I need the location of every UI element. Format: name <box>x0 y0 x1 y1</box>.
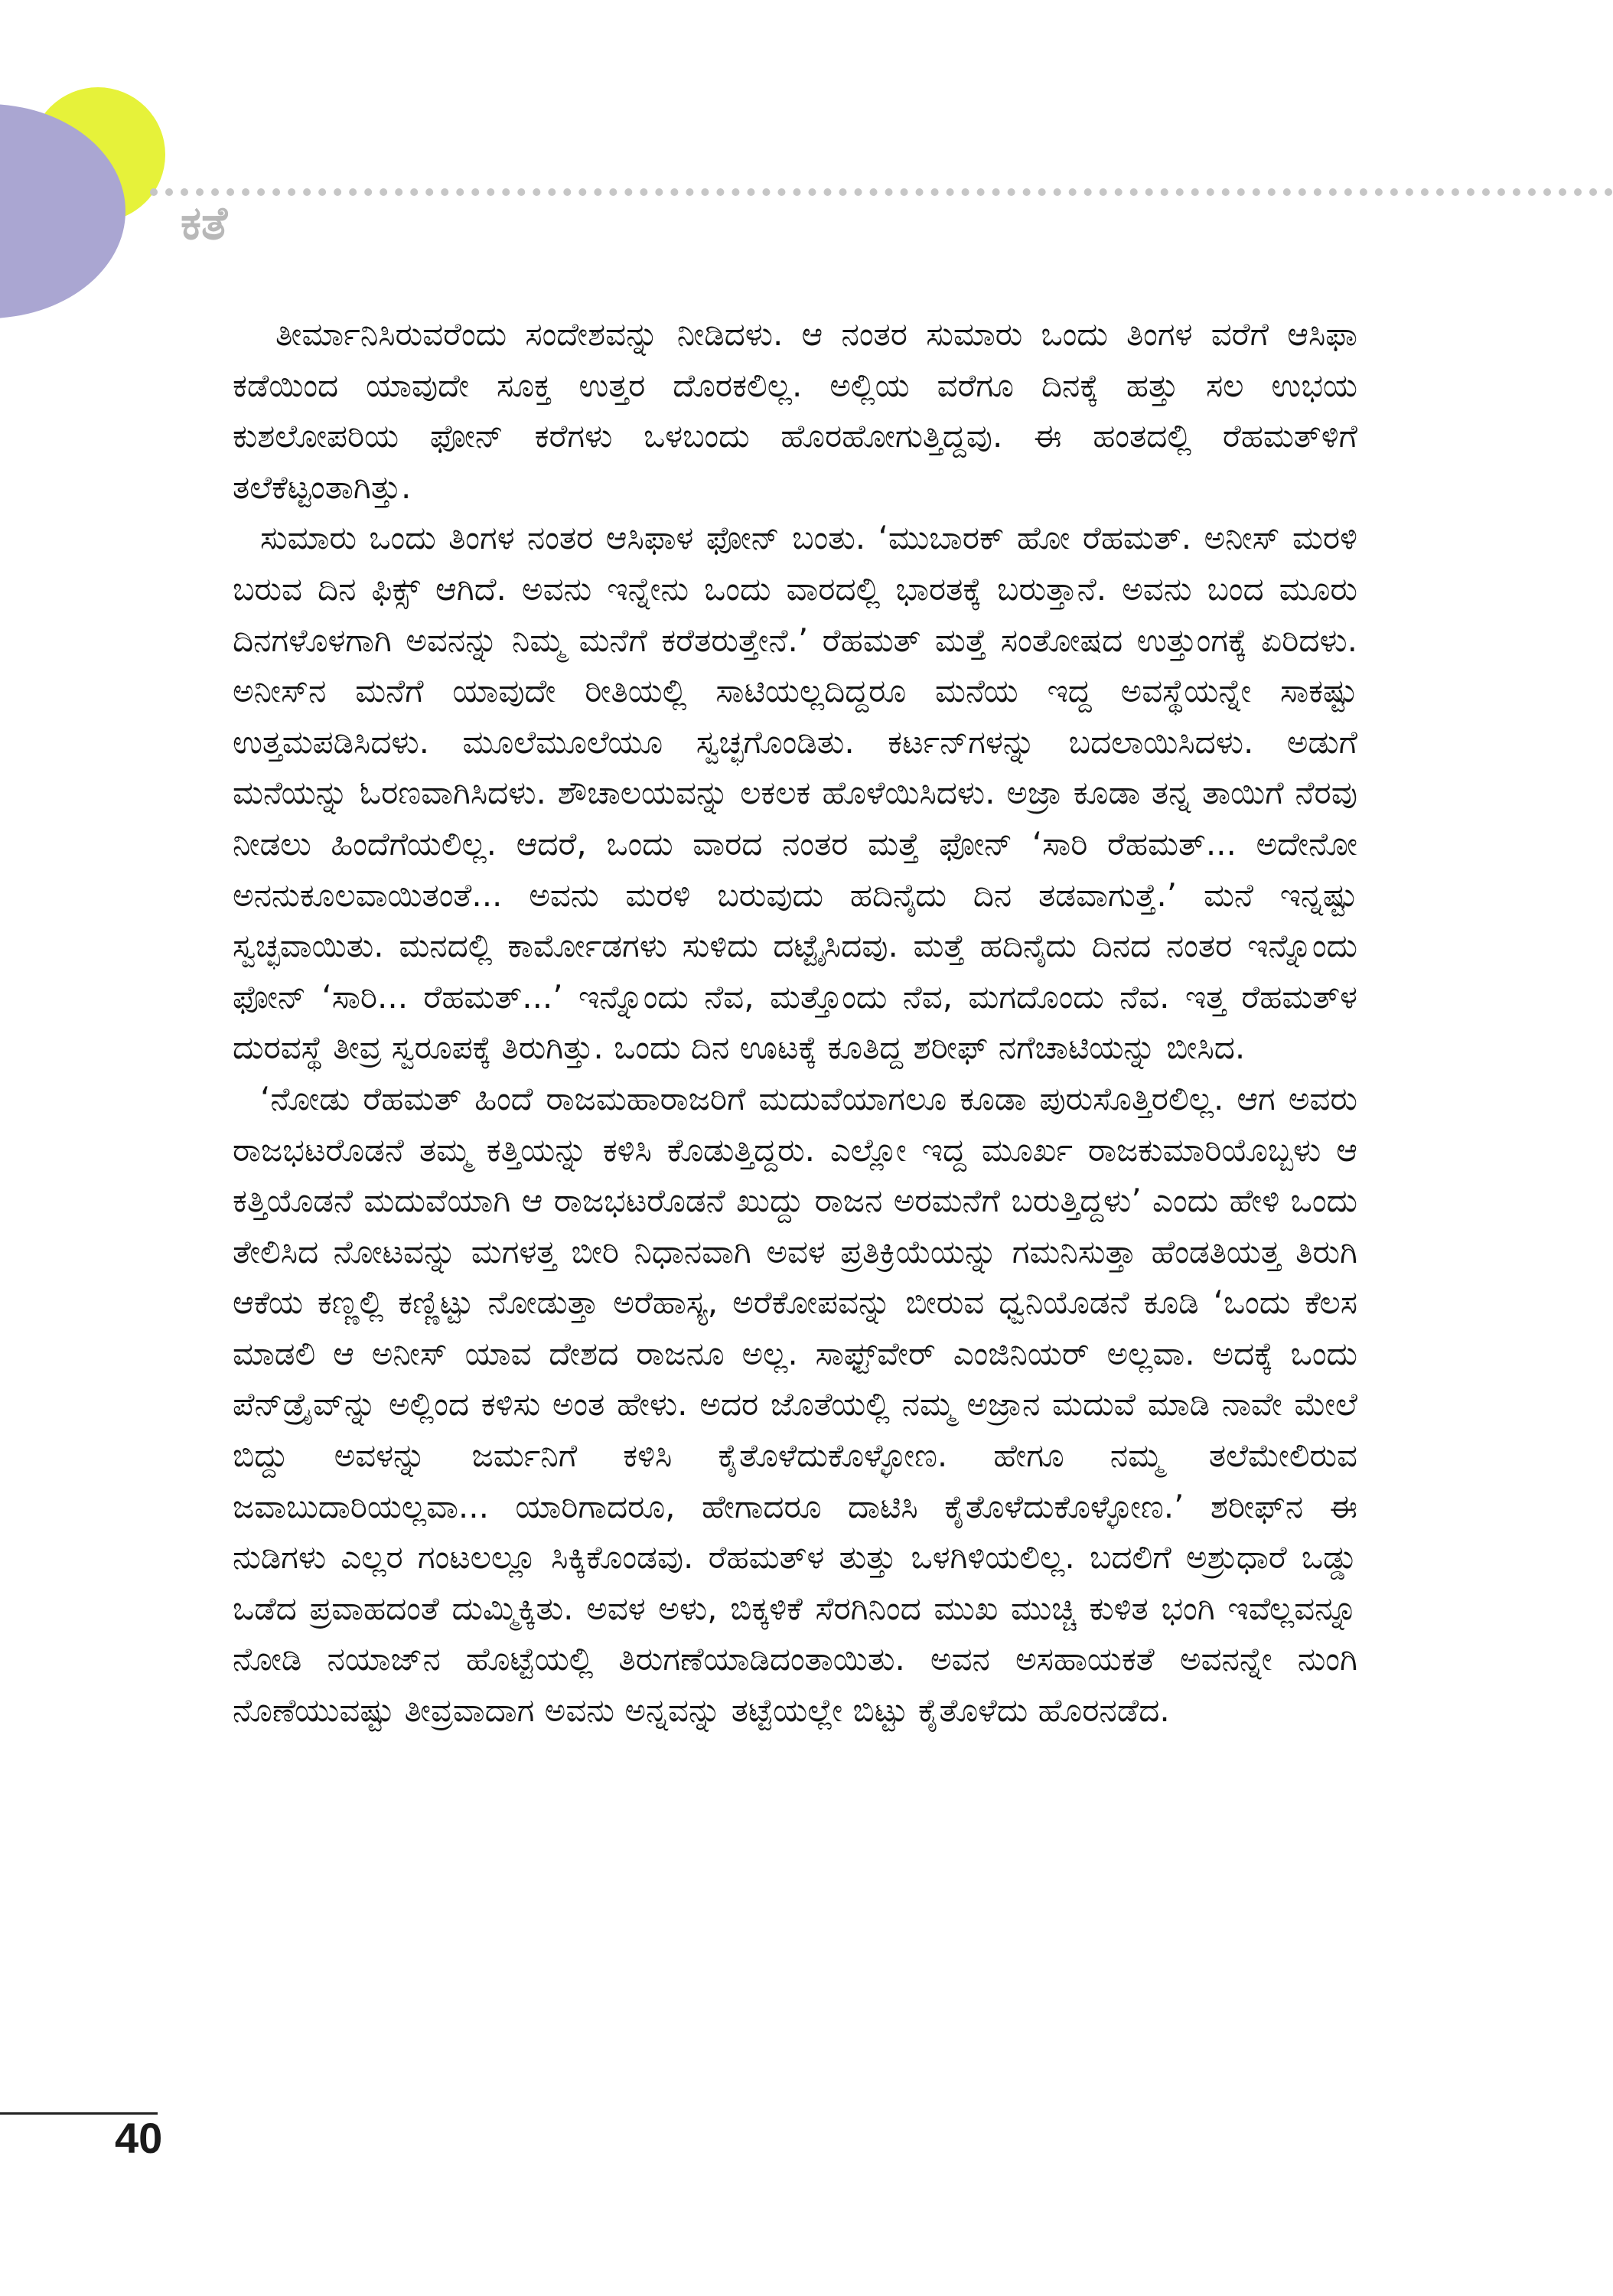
story-body <box>233 309 1357 1737</box>
paragraph: ಸುಮಾರು ಒಂದು ತಿಂಗಳ ನಂತರ ಆಸಿಫಾಳ ಫೋನ್ ಬಂತು. ‘ಮುಬಾರಕ್ ಹೋ ರೆಹಮತ್. ಅನೀಸ್ ಮರಳಿ ಬರುವ ದಿನ ಫಿಕ್ಸ್ ಆಗಿದೆ. ಅವನು ಇನ್ನೇನು ಒಂದು ವಾರದಲ್ಲಿ ಭಾರತಕ್ಕೆ ಬರುತ್ತಾನೆ. ಅವನು ಬಂದ ಮೂರು ದಿನಗಳೊಳಗಾಗಿ ಅವನನ್ನು ನಿಮ್ಮ ಮನೆಗೆ ಕರೆತರುತ್ತೇನೆ.’ ರೆಹಮತ್ ಮತ್ತೆ ಸಂತೋಷದ ಉತ್ತುಂಗಕ್ಕೆ ಏರಿದಳು. ಅನೀಸ್‌ನ ಮನೆಗೆ ಯಾವುದೇ ರೀತಿಯಲ್ಲಿ ಸಾಟಿಯಲ್ಲದಿದ್ದರೂ ಮನೆಯ ಇದ್ದ ಅವಸ್ಥೆಯನ್ನೇ ಸಾಕಷ್ಟು ಉತ್ತಮಪಡಿಸಿದಳು. ಮೂಲೆಮೂಲೆಯೂ ಸ್ವಚ್ಛಗೊಂಡಿತು. ಕರ್ಟನ್‌ಗಳನ್ನು ಬದಲಾಯಿಸಿದಳು. ಅಡುಗೆ ಮನೆಯನ್ನು ಓರಣವಾಗಿಸಿದಳು. ಶೌಚಾಲಯವನ್ನು ಲಕಲಕ ಹೊಳೆಯಿಸಿದಳು. ಅಜ್ರಾ ಕೂಡಾ ತನ್ನ ತಾಯಿಗೆ ನೆರವು ನೀಡಲು ಹಿಂದೆಗೆಯಲಿಲ್ಲ. ಆದರೆ, ಒಂದು ವಾರದ ನಂತರ ಮತ್ತೆ ಫೋನ್ ‘ಸಾರಿ ರೆಹಮತ್... ಅದೇನೋ ಅನನುಕೂಲವಾಯಿತಂತೆ... ಅವನು ಮರಳಿ ಬರುವುದು ಹದಿನೈದು ದಿನ ತಡವಾಗುತ್ತೆ.’ ಮನೆ ಇನ್ನಷ್ಟು ಸ್ವಚ್ಛವಾಯಿತು. ಮನದಲ್ಲಿ ಕಾರ್ಮೋಡಗಳು ಸುಳಿದು ದಟ್ಟೈಸಿದವು. ಮತ್ತೆ ಹದಿನೈದು ದಿನದ ನಂತರ ಇನ್ನೊಂದು ಫೋನ್ ‘ಸಾರಿ... ರೆಹಮತ್...’ ಇನ್ನೊಂದು ನೆವ, ಮತ್ತೊಂದು ನೆವ, ಮಗದೊಂದು ನೆವ. ಇತ್ತ ರೆಹಮತ್‌ಳ ದುರವಸ್ಥೆ ತೀವ್ರ ಸ್ವರೂಪಕ್ಕೆ ತಿರುಗಿತ್ತು. ಒಂದು ದಿನ ಊಟಕ್ಕೆ ಕೂತಿದ್ದ ಶರೀಫ್ ನಗೆಚಾಟಿಯನ್ನು ಬೀಸಿದ. <box>233 519 1357 1067</box>
paragraph: ‘ನೋಡು ರೆಹಮತ್ ಹಿಂದೆ ರಾಜಮಹಾರಾಜರಿಗೆ ಮದುವೆಯಾಗಲೂ ಕೂಡಾ ಪುರುಸೊತ್ತಿರಲಿಲ್ಲ. ಆಗ ಅವರು ರಾಜಭಟರೊಡನೆ ತಮ್ಮ ಕತ್ತಿಯನ್ನು ಕಳಿಸಿ ಕೊಡುತ್ತಿದ್ದರು. ಎಲ್ಲೋ ಇದ್ದ ಮೂರ್ಖ ರಾಜಕುಮಾರಿಯೊಬ್ಬಳು ಆ ಕತ್ತಿಯೊಡನೆ ಮದುವೆಯಾಗಿ ಆ ರಾಜಭಟರೊಡನೆ ಖುದ್ದು ರಾಜನ ಅರಮನೆಗೆ ಬರುತ್ತಿದ್ದಳು’ ಎಂದು ಹೇಳಿ ಒಂದು ತೇಲಿಸಿದ ನೋಟವನ್ನು ಮಗಳತ್ತ ಬೀರಿ ನಿಧಾನವಾಗಿ ಅವಳ ಪ್ರತಿಕ್ರಿಯೆಯನ್ನು ಗಮನಿಸುತ್ತಾ ಹೆಂಡತಿಯತ್ತ ತಿರುಗಿ ಆಕೆಯ ಕಣ್ಣಲ್ಲಿ ಕಣ್ಣಿಟ್ಟು ನೋಡುತ್ತಾ ಅರೆಹಾಸ್ಯ, ಅರೆಕೋಪವನ್ನು ಬೀರುವ ಧ್ವನಿಯೊಡನೆ ಕೂಡಿ ‘ಒಂದು ಕೆಲಸ ಮಾಡಲಿ ಆ ಅನೀಸ್ ಯಾವ ದೇಶದ ರಾಜನೂ ಅಲ್ಲ. ಸಾಫ್ಟ್‌ವೇರ್ ಎಂಜಿನಿಯರ್ ಅಲ್ಲವಾ. ಅದಕ್ಕೆ ಒಂದು ಪೆನ್‌ಡ್ರೈವ್‌ನ್ನು ಅಲ್ಲಿಂದ ಕಳಿಸು ಅಂತ ಹೇಳು. ಅದರ ಜೊತೆಯಲ್ಲಿ ನಮ್ಮ ಅಜ್ರಾನ ಮದುವೆ ಮಾಡಿ ನಾವೇ ಮೇಲೆ ಬಿದ್ದು ಅವಳನ್ನು ಜರ್ಮನಿಗೆ ಕಳಿಸಿ ಕೈತೊಳೆದುಕೊಳ್ಳೋಣ. ಹೇಗೂ ನಮ್ಮ ತಲೆಮೇಲಿರುವ ಜವಾಬುದಾರಿಯಲ್ಲವಾ... ಯಾರಿಗಾದರೂ, ಹೇಗಾದರೂ ದಾಟಿಸಿ ಕೈತೊಳೆದುಕೊಳ್ಳೋಣ.’ ಶರೀಫ್‌ನ ಈ ನುಡಿಗಳು ಎಲ್ಲರ ಗಂಟಲಲ್ಲೂ ಸಿಕ್ಕಿಕೊಂಡವು. ರೆಹಮತ್‌ಳ ತುತ್ತು ಒಳಗಿಳಿಯಲಿಲ್ಲ. ಬದಲಿಗೆ ಅಶ್ರುಧಾರೆ ಒಡ್ಡು ಒಡೆದ ಪ್ರವಾಹದಂತೆ ದುಮ್ಮಿಕ್ಕಿತು. ಅವಳ ಅಳು, ಬಿಕ್ಕಳಿಕೆ ಸೆರಗಿನಿಂದ ಮುಖ ಮುಚ್ಚಿ ಕುಳಿತ ಭಂಗಿ ಇವೆಲ್ಲವನ್ನೂ ನೋಡಿ ನಯಾಜ್‌ನ ಹೊಟ್ಟೆಯಲ್ಲಿ ತಿರುಗಣೆಯಾಡಿದಂತಾಯಿತು. ಅವನ ಅಸಹಾಯಕತೆ ಅವನನ್ನೇ ನುಂಗಿ ನೊಣೆಯುವಷ್ಟು ತೀವ್ರವಾದಾಗ ಅವನು ಅನ್ನವನ್ನು ತಟ್ಟೆಯಲ್ಲೇ ಬಿಟ್ಟು ಕೈತೊಳೆದು ಹೊರನಡೆದ. <box>233 1079 1357 1730</box>
header-dotted-rule <box>150 188 1613 196</box>
page-number: 40 <box>115 2114 163 2162</box>
section-label: ಕತೆ <box>181 197 228 250</box>
paragraph: ತೀರ್ಮಾನಿಸಿರುವರೆಂದು ಸಂದೇಶವನ್ನು ನೀಡಿದಳು. ಆ ನಂತರ ಸುಮಾರು ಒಂದು ತಿಂಗಳ ವರೆಗೆ ಆಸಿಫಾ ಕಡೆಯಿಂದ ಯಾವುದೇ ಸೂಕ್ತ ಉತ್ತರ ದೊರಕಲಿಲ್ಲ. ಅಲ್ಲಿಯ ವರೆಗೂ ದಿನಕ್ಕೆ ಹತ್ತು ಸಲ ಉಭಯ ಕುಶಲೋಪರಿಯ ಫೋನ್ ಕರೆಗಳು ಒಳಬಂದು ಹೊರಹೋಗುತ್ತಿದ್ದವು. ಈ ಹಂತದಲ್ಲಿ ರೆಹಮತ್‌ಳಿಗೆ ತಲೆಕೆಟ್ಟಂತಾಗಿತ್ತು. <box>233 315 1357 506</box>
